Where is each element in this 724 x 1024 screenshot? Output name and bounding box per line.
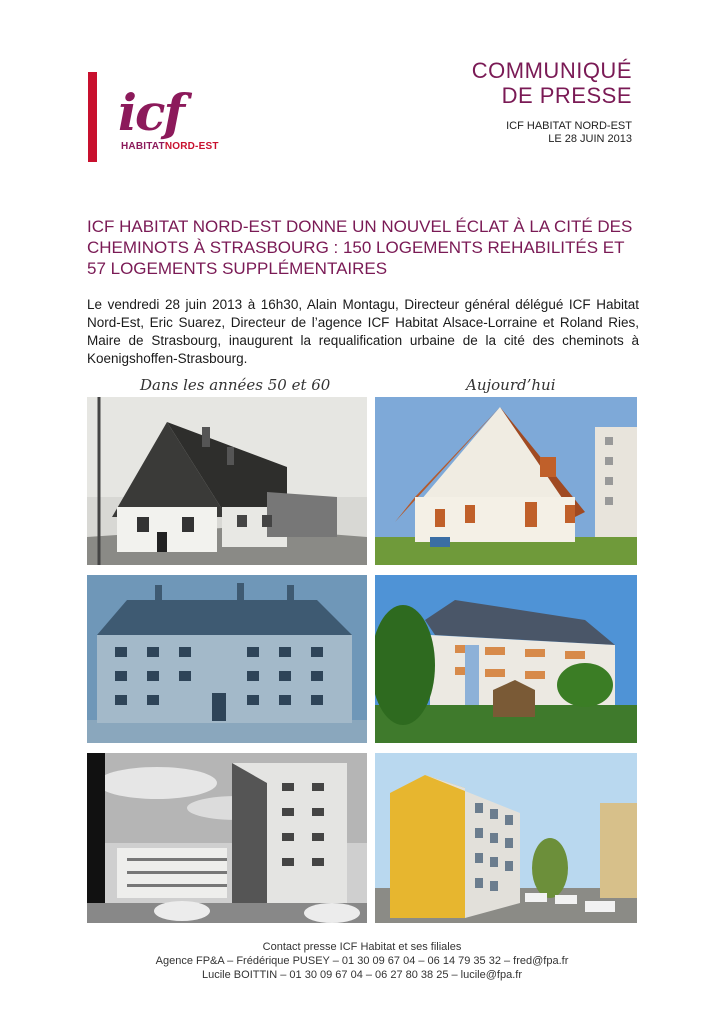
press-meta [506,120,632,146]
press-release-title [472,58,632,108]
photo-old-house [87,397,367,565]
photo-old-block [87,575,367,743]
logo-sub-main: HABITAT [121,141,165,152]
photo-renovated-yellow [375,753,637,923]
photo-renovated-block [375,575,637,743]
headline: ICF HABITAT NORD-EST DONNE UN NOUVEL ÉCLAT À LA CITÉ DES CHEMINOTS À STRASBOURG : 150 LOGEMENTS REHABILITÉS ET 57 LOGEMENTS SUPPLÉMENTAIRES [87,217,633,278]
photo-old-street [87,753,367,923]
logo-bar [88,72,97,162]
press-title-line1: COMMUNIQUÉ [471,58,632,83]
footer-line3: Lucile BOITTIN – 01 30 09 67 04 – 06 27 80 38 25 – lucile@fpa.fr [202,969,522,981]
footer-line1: Contact presse ICF Habitat et ses filiales [262,941,462,953]
press-date: LE 28 JUIN 2013 [548,133,632,145]
press-title-line2: DE PRESSE [501,83,632,108]
intro-paragraph: Le vendredi 28 juin 2013 à 16h30, Alain Montagu, Directeur général délégué ICF Habitat Nord-Est, Eric Suarez, Directeur de l’agence ICF Habitat Alsace-Lorraine et Roland Ries, Maire de Strasbourg, inaugurent la requalification urbaine de la cité des cheminots à Koenigshoffen-Strasbourg. [87,297,639,366]
logo-sub-accent: NORD-EST [164,141,219,152]
logo-subtitle [121,141,219,153]
press-org: ICF HABITAT NORD-EST [506,120,632,132]
press-contact-footer [0,940,724,982]
caption-after: Aujourd’hui [466,376,556,394]
caption-before: Dans les années 50 et 60 [140,376,331,394]
footer-line2: Agence FP&A – Frédérique PUSEY – 01 30 09 67 04 – 06 14 79 35 32 – fred@fpa.fr [155,955,569,967]
logo-icf: icf [118,83,183,142]
photo-renovated-house [375,397,637,565]
